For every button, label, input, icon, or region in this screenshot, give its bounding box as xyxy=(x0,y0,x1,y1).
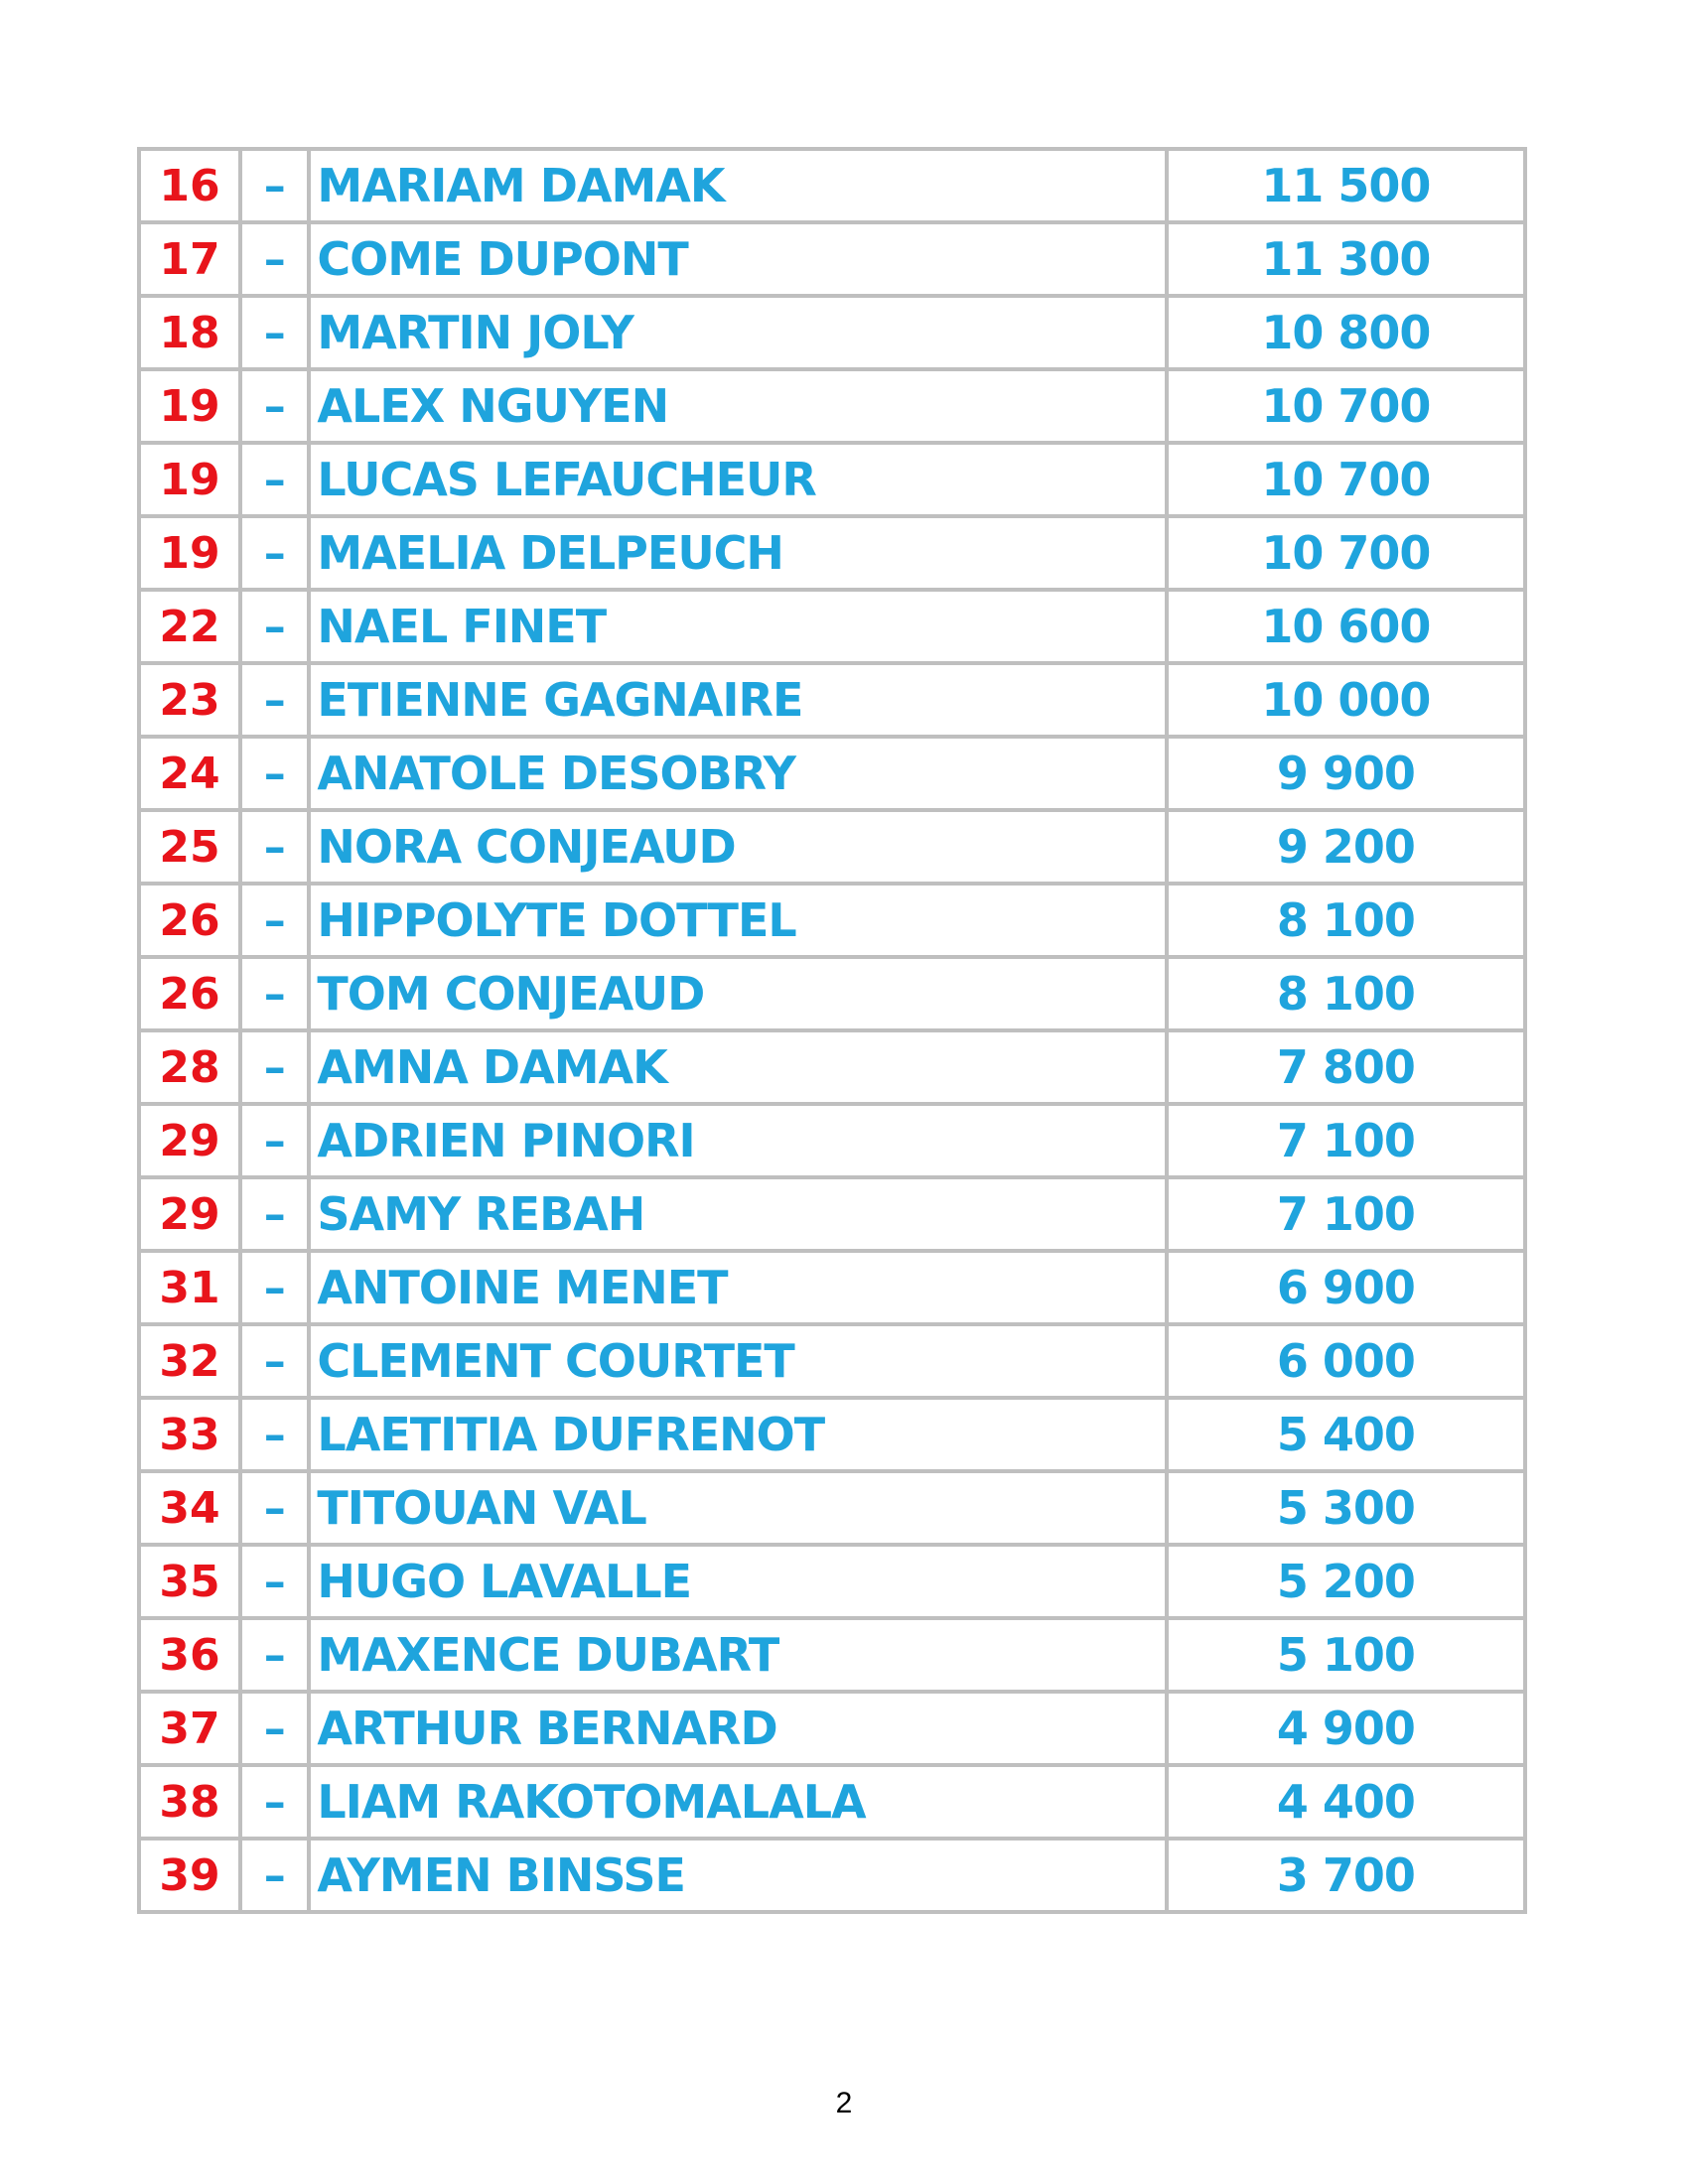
separator-cell: – xyxy=(240,1471,309,1545)
rank-cell: 29 xyxy=(139,1104,240,1177)
score-cell: 5 400 xyxy=(1167,1398,1525,1471)
score-cell: 9 200 xyxy=(1167,810,1525,884)
participant-name-cell: HUGO LAVALLE xyxy=(309,1545,1166,1618)
score-cell: 5 300 xyxy=(1167,1471,1525,1545)
separator-cell: – xyxy=(240,369,309,443)
rank-cell: 24 xyxy=(139,737,240,810)
participant-name-cell: LAETITIA DUFRENOT xyxy=(309,1398,1166,1471)
score-cell: 8 100 xyxy=(1167,884,1525,957)
separator-cell: – xyxy=(240,1545,309,1618)
rank-cell: 29 xyxy=(139,1177,240,1251)
score-cell: 7 800 xyxy=(1167,1030,1525,1104)
ranking-table xyxy=(137,147,1527,1914)
score-cell: 6 900 xyxy=(1167,1251,1525,1324)
separator-cell: – xyxy=(240,1177,309,1251)
participant-name-cell: LUCAS LEFAUCHEUR xyxy=(309,443,1166,516)
rank-cell: 23 xyxy=(139,663,240,737)
separator-cell: – xyxy=(240,443,309,516)
page-number: 2 xyxy=(835,2087,853,2119)
participant-name-cell: LIAM RAKOTOMALALA xyxy=(309,1765,1166,1839)
score-cell: 10 800 xyxy=(1167,296,1525,369)
rank-cell: 38 xyxy=(139,1765,240,1839)
separator-cell: – xyxy=(240,884,309,957)
separator-cell: – xyxy=(240,1398,309,1471)
table-row xyxy=(139,1251,1525,1324)
separator-cell: – xyxy=(240,1618,309,1692)
separator-cell: – xyxy=(240,296,309,369)
rank-cell: 25 xyxy=(139,810,240,884)
score-cell: 7 100 xyxy=(1167,1177,1525,1251)
rank-cell: 26 xyxy=(139,957,240,1030)
separator-cell: – xyxy=(240,663,309,737)
separator-cell: – xyxy=(240,1104,309,1177)
score-cell: 11 500 xyxy=(1167,149,1525,222)
score-cell: 6 000 xyxy=(1167,1324,1525,1398)
participant-name-cell: COME DUPONT xyxy=(309,222,1166,296)
separator-cell: – xyxy=(240,1839,309,1912)
score-cell: 5 100 xyxy=(1167,1618,1525,1692)
score-cell: 10 600 xyxy=(1167,590,1525,663)
rank-cell: 19 xyxy=(139,369,240,443)
rank-cell: 39 xyxy=(139,1839,240,1912)
table-row xyxy=(139,296,1525,369)
table-row xyxy=(139,1398,1525,1471)
table-row xyxy=(139,222,1525,296)
rank-cell: 19 xyxy=(139,443,240,516)
score-cell: 4 900 xyxy=(1167,1692,1525,1765)
table-row xyxy=(139,1104,1525,1177)
participant-name-cell: MAELIA DELPEUCH xyxy=(309,516,1166,590)
score-cell: 9 900 xyxy=(1167,737,1525,810)
rank-cell: 37 xyxy=(139,1692,240,1765)
ranking-table-body xyxy=(139,149,1525,1912)
rank-cell: 33 xyxy=(139,1398,240,1471)
score-cell: 8 100 xyxy=(1167,957,1525,1030)
score-cell: 3 700 xyxy=(1167,1839,1525,1912)
score-cell: 10 700 xyxy=(1167,369,1525,443)
rank-cell: 36 xyxy=(139,1618,240,1692)
separator-cell: – xyxy=(240,516,309,590)
score-cell: 11 300 xyxy=(1167,222,1525,296)
separator-cell: – xyxy=(240,222,309,296)
table-row xyxy=(139,1692,1525,1765)
table-row xyxy=(139,149,1525,222)
participant-name-cell: ARTHUR BERNARD xyxy=(309,1692,1166,1765)
score-cell: 5 200 xyxy=(1167,1545,1525,1618)
separator-cell: – xyxy=(240,1030,309,1104)
participant-name-cell: NAEL FINET xyxy=(309,590,1166,663)
table-row xyxy=(139,1618,1525,1692)
separator-cell: – xyxy=(240,737,309,810)
table-row xyxy=(139,516,1525,590)
separator-cell: – xyxy=(240,590,309,663)
participant-name-cell: AYMEN BINSSE xyxy=(309,1839,1166,1912)
table-row xyxy=(139,369,1525,443)
table-row xyxy=(139,1765,1525,1839)
table-row xyxy=(139,884,1525,957)
score-cell: 4 400 xyxy=(1167,1765,1525,1839)
participant-name-cell: HIPPOLYTE DOTTEL xyxy=(309,884,1166,957)
table-row xyxy=(139,1177,1525,1251)
participant-name-cell: MAXENCE DUBART xyxy=(309,1618,1166,1692)
participant-name-cell: MARTIN JOLY xyxy=(309,296,1166,369)
participant-name-cell: AMNA DAMAK xyxy=(309,1030,1166,1104)
participant-name-cell: ANATOLE DESOBRY xyxy=(309,737,1166,810)
participant-name-cell: ADRIEN PINORI xyxy=(309,1104,1166,1177)
rank-cell: 32 xyxy=(139,1324,240,1398)
rank-cell: 28 xyxy=(139,1030,240,1104)
table-row xyxy=(139,1324,1525,1398)
table-row xyxy=(139,590,1525,663)
score-cell: 10 700 xyxy=(1167,516,1525,590)
separator-cell: – xyxy=(240,810,309,884)
table-row xyxy=(139,1471,1525,1545)
participant-name-cell: CLEMENT COURTET xyxy=(309,1324,1166,1398)
table-row xyxy=(139,810,1525,884)
participant-name-cell: ANTOINE MENET xyxy=(309,1251,1166,1324)
separator-cell: – xyxy=(240,957,309,1030)
participant-name-cell: TITOUAN VAL xyxy=(309,1471,1166,1545)
rank-cell: 26 xyxy=(139,884,240,957)
table-row xyxy=(139,663,1525,737)
rank-cell: 31 xyxy=(139,1251,240,1324)
table-row xyxy=(139,1839,1525,1912)
rank-cell: 34 xyxy=(139,1471,240,1545)
participant-name-cell: ETIENNE GAGNAIRE xyxy=(309,663,1166,737)
rank-cell: 35 xyxy=(139,1545,240,1618)
score-cell: 7 100 xyxy=(1167,1104,1525,1177)
table-row xyxy=(139,737,1525,810)
score-cell: 10 700 xyxy=(1167,443,1525,516)
participant-name-cell: TOM CONJEAUD xyxy=(309,957,1166,1030)
separator-cell: – xyxy=(240,149,309,222)
separator-cell: – xyxy=(240,1251,309,1324)
table-row xyxy=(139,443,1525,516)
participant-name-cell: NORA CONJEAUD xyxy=(309,810,1166,884)
separator-cell: – xyxy=(240,1692,309,1765)
score-cell: 10 000 xyxy=(1167,663,1525,737)
table-row xyxy=(139,1030,1525,1104)
participant-name-cell: MARIAM DAMAK xyxy=(309,149,1166,222)
rank-cell: 17 xyxy=(139,222,240,296)
rank-cell: 22 xyxy=(139,590,240,663)
rank-cell: 16 xyxy=(139,149,240,222)
table-row xyxy=(139,957,1525,1030)
rank-cell: 18 xyxy=(139,296,240,369)
separator-cell: – xyxy=(240,1765,309,1839)
participant-name-cell: ALEX NGUYEN xyxy=(309,369,1166,443)
separator-cell: – xyxy=(240,1324,309,1398)
rank-cell: 19 xyxy=(139,516,240,590)
table-row xyxy=(139,1545,1525,1618)
participant-name-cell: SAMY REBAH xyxy=(309,1177,1166,1251)
